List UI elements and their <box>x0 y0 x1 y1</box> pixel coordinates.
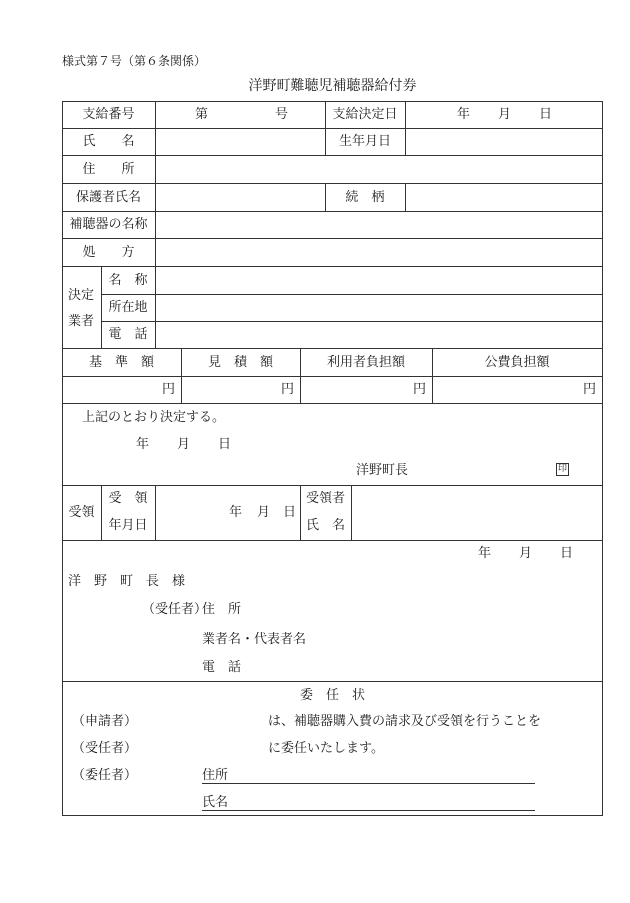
proxy-text-1: は、補聴器購入費の請求及び受領を行うことを <box>268 714 542 729</box>
estimate-label: 見 積 額 <box>207 354 273 370</box>
delegatee-prefix: （受任者） <box>142 602 208 617</box>
row-divider <box>62 403 603 404</box>
form-number: 様式第７号（第６条関係） <box>62 54 207 68</box>
delegator-address-underline <box>202 783 535 784</box>
receipt-year: 年 <box>229 505 243 520</box>
delegator-name-underline <box>202 810 535 811</box>
col-divider <box>405 101 406 156</box>
decided-day: 日 <box>218 437 232 452</box>
hearing-aid-name-label: 補聴器の名称 <box>69 217 148 232</box>
receipt-date-label-line1: 受 領 <box>108 490 148 506</box>
prescription-label: 処 方 <box>82 244 135 260</box>
col-divider <box>405 183 406 212</box>
row-divider <box>62 540 603 541</box>
request-year: 年 <box>478 546 492 561</box>
col-divider <box>155 485 156 541</box>
row-divider <box>62 681 603 682</box>
delegator-label: （委任者） <box>72 768 138 783</box>
row-divider <box>62 485 603 486</box>
delegator-name-label: 氏名 <box>202 795 229 810</box>
receipt-month: 月 <box>257 505 271 520</box>
address-label: 住 所 <box>82 161 135 177</box>
request-day: 日 <box>560 546 574 561</box>
base-amount-label: 基 準 額 <box>88 354 154 370</box>
delegator-address-label: 住所 <box>202 768 229 783</box>
seal-mark: 印 <box>557 464 567 474</box>
public-burden-label: 公費負担額 <box>484 354 550 370</box>
proxy-delegatee-label: （受任者） <box>72 741 138 756</box>
page-title: 洋野町難聴児補聴器給付券 <box>248 78 417 94</box>
decision-date-label: 支給決定日 <box>332 107 398 122</box>
decided-text: 上記のとおり決定する。 <box>82 410 226 425</box>
receiver-label-line2: 氏 名 <box>305 517 345 533</box>
applicant-label: （申請者） <box>72 714 138 729</box>
vendor-location-label: 所在地 <box>108 300 148 315</box>
relationship-label: 続 柄 <box>345 189 385 205</box>
table-right-border <box>602 101 603 816</box>
row-divider <box>101 321 603 322</box>
receipt-label: 受領 <box>68 505 95 520</box>
vendor-phone-label: 電 話 <box>108 327 148 342</box>
col-divider <box>155 266 156 349</box>
decided-month: 月 <box>177 437 191 452</box>
proxy-title: 委 任 状 <box>299 687 365 703</box>
decided-year: 年 <box>136 437 150 452</box>
receiver-label-line1: 受領者 <box>305 490 345 506</box>
proxy-text-2: に委任いたします。 <box>268 741 384 756</box>
supply-number-go: 号 <box>275 107 289 122</box>
vendor-group-label-line1: 決定 <box>68 288 95 303</box>
guardian-name-label: 保護者氏名 <box>75 189 141 205</box>
col-divider <box>155 101 156 156</box>
supply-number-dai: 第 <box>195 107 209 122</box>
decision-year: 年 <box>457 107 471 122</box>
receipt-date-label-line2: 年月日 <box>108 517 148 533</box>
delegatee-company-label: 業者名・代表者名 <box>202 632 307 647</box>
receipt-day: 日 <box>283 505 297 520</box>
delegatee-address-label: 住 所 <box>202 602 242 617</box>
mayor-label: 洋野町長 <box>356 463 409 478</box>
col-divider <box>351 485 352 541</box>
estimate-yen: 円 <box>280 382 294 397</box>
col-divider <box>155 155 156 267</box>
decision-month: 月 <box>498 107 512 122</box>
birthdate-label: 生年月日 <box>338 134 391 149</box>
base-amount-yen: 円 <box>161 382 175 397</box>
name-label: 氏 名 <box>82 134 135 149</box>
table-bottom-border <box>62 815 603 816</box>
vendor-group-label-line2: 業者 <box>68 314 95 329</box>
user-burden-label: 利用者負担額 <box>326 354 405 370</box>
decision-day: 日 <box>539 107 553 122</box>
delegatee-phone-label: 電 話 <box>202 660 242 675</box>
row-divider <box>101 294 603 295</box>
addressee: 洋 野 町 長 様 <box>68 574 186 589</box>
public-burden-yen: 円 <box>582 382 596 397</box>
vendor-name-label: 名 称 <box>108 272 148 288</box>
request-month: 月 <box>519 546 533 561</box>
supply-number-label: 支給番号 <box>82 107 135 122</box>
user-burden-yen: 円 <box>412 382 426 397</box>
